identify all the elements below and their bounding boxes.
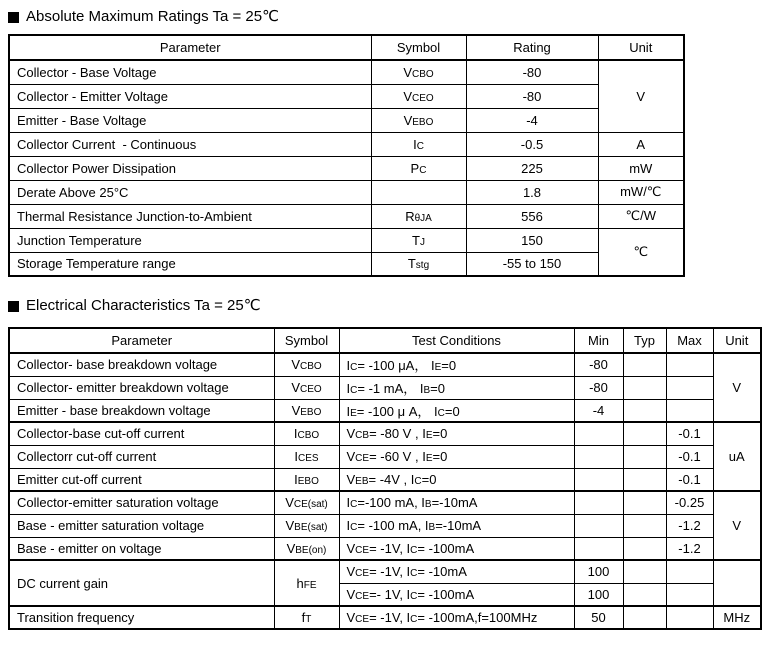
rating-cell: -80 (466, 60, 598, 84)
header-parameter: Parameter (9, 328, 274, 353)
symbol-cell (371, 180, 466, 204)
black-square-bullet-icon (8, 12, 19, 23)
conditions-cell: IC= -100 μA， IE=0 (339, 353, 574, 376)
unit-cell: V (713, 353, 761, 422)
rating-cell: 1.8 (466, 180, 598, 204)
header-symbol: Symbol (274, 328, 339, 353)
unit-cell: V (598, 60, 684, 132)
conditions-cell: IC= -100 mA, IB=-10mA (339, 514, 574, 537)
symbol-cell: fT (274, 606, 339, 629)
table-row (9, 560, 761, 583)
symbol-cell: VCEO (274, 376, 339, 399)
unit-cell: mW (598, 156, 684, 180)
parameter-cell: DC current gain (9, 560, 274, 606)
symbol-cell: VCE(sat) (274, 491, 339, 514)
table-row (9, 399, 761, 422)
table-row (9, 376, 761, 399)
parameter-cell: Thermal Resistance Junction-to-Ambient (9, 204, 371, 228)
parameter-cell: Collector - Emitter Voltage (9, 84, 371, 108)
min-cell (574, 445, 623, 468)
section-title-electrical-characteristics (8, 297, 765, 315)
min-cell: 50 (574, 606, 623, 629)
parameter-cell: Emitter - base breakdown voltage (9, 399, 274, 422)
symbol-cell: VEBO (274, 399, 339, 422)
typ-cell (623, 537, 666, 560)
symbol-cell: Tstg (371, 252, 466, 276)
typ-cell (623, 376, 666, 399)
table-row (9, 60, 684, 84)
table-row (9, 84, 684, 108)
rating-cell: -55 to 150 (466, 252, 598, 276)
unit-cell: mW/℃ (598, 180, 684, 204)
unit-cell: V (713, 491, 761, 560)
typ-cell (623, 468, 666, 491)
min-cell (574, 514, 623, 537)
parameter-cell: Collectorr cut-off current (9, 445, 274, 468)
black-square-bullet-icon (8, 301, 19, 312)
max-cell: -0.1 (666, 445, 713, 468)
max-cell (666, 399, 713, 422)
electrical-characteristics-table (8, 327, 762, 630)
min-cell (574, 422, 623, 445)
header-test-conditions: Test Conditions (339, 328, 574, 353)
max-cell: -1.2 (666, 514, 713, 537)
min-cell: -4 (574, 399, 623, 422)
table-row (9, 204, 684, 228)
parameter-cell: Derate Above 25°C (9, 180, 371, 204)
rating-cell: 150 (466, 228, 598, 252)
max-cell (666, 606, 713, 629)
typ-cell (623, 353, 666, 376)
table-row (9, 606, 761, 629)
typ-cell (623, 606, 666, 629)
parameter-cell: Transition frequency (9, 606, 274, 629)
conditions-cell: VCB= -80 V , IE=0 (339, 422, 574, 445)
header-symbol: Symbol (371, 35, 466, 60)
table-row (9, 252, 684, 276)
symbol-cell: IEBO (274, 468, 339, 491)
parameter-cell: Base - emitter on voltage (9, 537, 274, 560)
table-row (9, 180, 684, 204)
table-row (9, 422, 761, 445)
rating-cell: -0.5 (466, 132, 598, 156)
max-cell (666, 560, 713, 583)
unit-cell: A (598, 132, 684, 156)
max-cell (666, 583, 713, 606)
min-cell: 100 (574, 583, 623, 606)
symbol-cell: hFE (274, 560, 339, 606)
table-row (9, 514, 761, 537)
table-row (9, 353, 761, 376)
parameter-cell: Collector- emitter breakdown voltage (9, 376, 274, 399)
max-cell: -0.1 (666, 422, 713, 445)
table-row (9, 228, 684, 252)
rating-cell: -4 (466, 108, 598, 132)
rating-cell: -80 (466, 84, 598, 108)
typ-cell (623, 560, 666, 583)
min-cell (574, 468, 623, 491)
symbol-cell: VCBO (371, 60, 466, 84)
parameter-cell: Collector- base breakdown voltage (9, 353, 274, 376)
absolute-maximum-ratings-table (8, 34, 685, 277)
min-cell (574, 491, 623, 514)
max-cell (666, 353, 713, 376)
parameter-cell: Emitter - Base Voltage (9, 108, 371, 132)
table-row (9, 468, 761, 491)
conditions-cell: VCE=- 1V, IC= -100mA (339, 583, 574, 606)
typ-cell (623, 422, 666, 445)
conditions-cell: VEB= -4V , IC=0 (339, 468, 574, 491)
parameter-cell: Collector - Base Voltage (9, 60, 371, 84)
table-row (9, 132, 684, 156)
min-cell: -80 (574, 353, 623, 376)
max-cell: -0.25 (666, 491, 713, 514)
symbol-cell: PC (371, 156, 466, 180)
symbol-cell: TJ (371, 228, 466, 252)
conditions-cell: VCE= -1V, IC= -100mA (339, 537, 574, 560)
header-unit: Unit (713, 328, 761, 353)
conditions-cell: VCE= -1V, IC= -100mA,f=100MHz (339, 606, 574, 629)
symbol-cell: RθJA (371, 204, 466, 228)
symbol-cell: VCBO (274, 353, 339, 376)
parameter-cell: Collector-emitter saturation voltage (9, 491, 274, 514)
typ-cell (623, 399, 666, 422)
typ-cell (623, 445, 666, 468)
max-cell: -1.2 (666, 537, 713, 560)
unit-cell: MHz (713, 606, 761, 629)
max-cell (666, 376, 713, 399)
conditions-cell: VCE= -1V, IC= -10mA (339, 560, 574, 583)
table-header-row (9, 35, 684, 60)
symbol-cell: IC (371, 132, 466, 156)
parameter-cell: Storage Temperature range (9, 252, 371, 276)
parameter-cell: Junction Temperature (9, 228, 371, 252)
conditions-cell: IC=-100 mA, IB=-10mA (339, 491, 574, 514)
table-row (9, 156, 684, 180)
table-row (9, 537, 761, 560)
conditions-cell: IE= -100 μ A， IC=0 (339, 399, 574, 422)
header-typ: Typ (623, 328, 666, 353)
rating-cell: 556 (466, 204, 598, 228)
symbol-cell: VBE(on) (274, 537, 339, 560)
table-header-row (9, 328, 761, 353)
table-row (9, 108, 684, 132)
symbol-cell: VBE(sat) (274, 514, 339, 537)
header-rating: Rating (466, 35, 598, 60)
unit-cell: ℃/W (598, 204, 684, 228)
section-title-text: Electrical Characteristics Ta = 25℃ (26, 297, 261, 314)
rating-cell: 225 (466, 156, 598, 180)
unit-cell: uA (713, 422, 761, 491)
min-cell: -80 (574, 376, 623, 399)
parameter-cell: Collector Current - Continuous (9, 132, 371, 156)
symbol-cell: ICBO (274, 422, 339, 445)
parameter-cell: Emitter cut-off current (9, 468, 274, 491)
section-title-text: Absolute Maximum Ratings Ta = 25℃ (26, 8, 279, 25)
conditions-cell: VCE= -60 V , IE=0 (339, 445, 574, 468)
typ-cell (623, 583, 666, 606)
parameter-cell: Base - emitter saturation voltage (9, 514, 274, 537)
symbol-cell: VEBO (371, 108, 466, 132)
typ-cell (623, 514, 666, 537)
typ-cell (623, 491, 666, 514)
header-parameter: Parameter (9, 35, 371, 60)
section-title-absolute-maximum-ratings (8, 8, 765, 26)
max-cell: -0.1 (666, 468, 713, 491)
table-row (9, 445, 761, 468)
header-max: Max (666, 328, 713, 353)
parameter-cell: Collector-base cut-off current (9, 422, 274, 445)
unit-cell (713, 560, 761, 606)
header-unit: Unit (598, 35, 684, 60)
symbol-cell: VCEO (371, 84, 466, 108)
symbol-cell: ICES (274, 445, 339, 468)
min-cell: 100 (574, 560, 623, 583)
unit-cell: ℃ (598, 228, 684, 276)
table-row (9, 491, 761, 514)
conditions-cell: IC= -1 mA， IB=0 (339, 376, 574, 399)
header-min: Min (574, 328, 623, 353)
parameter-cell: Collector Power Dissipation (9, 156, 371, 180)
min-cell (574, 537, 623, 560)
